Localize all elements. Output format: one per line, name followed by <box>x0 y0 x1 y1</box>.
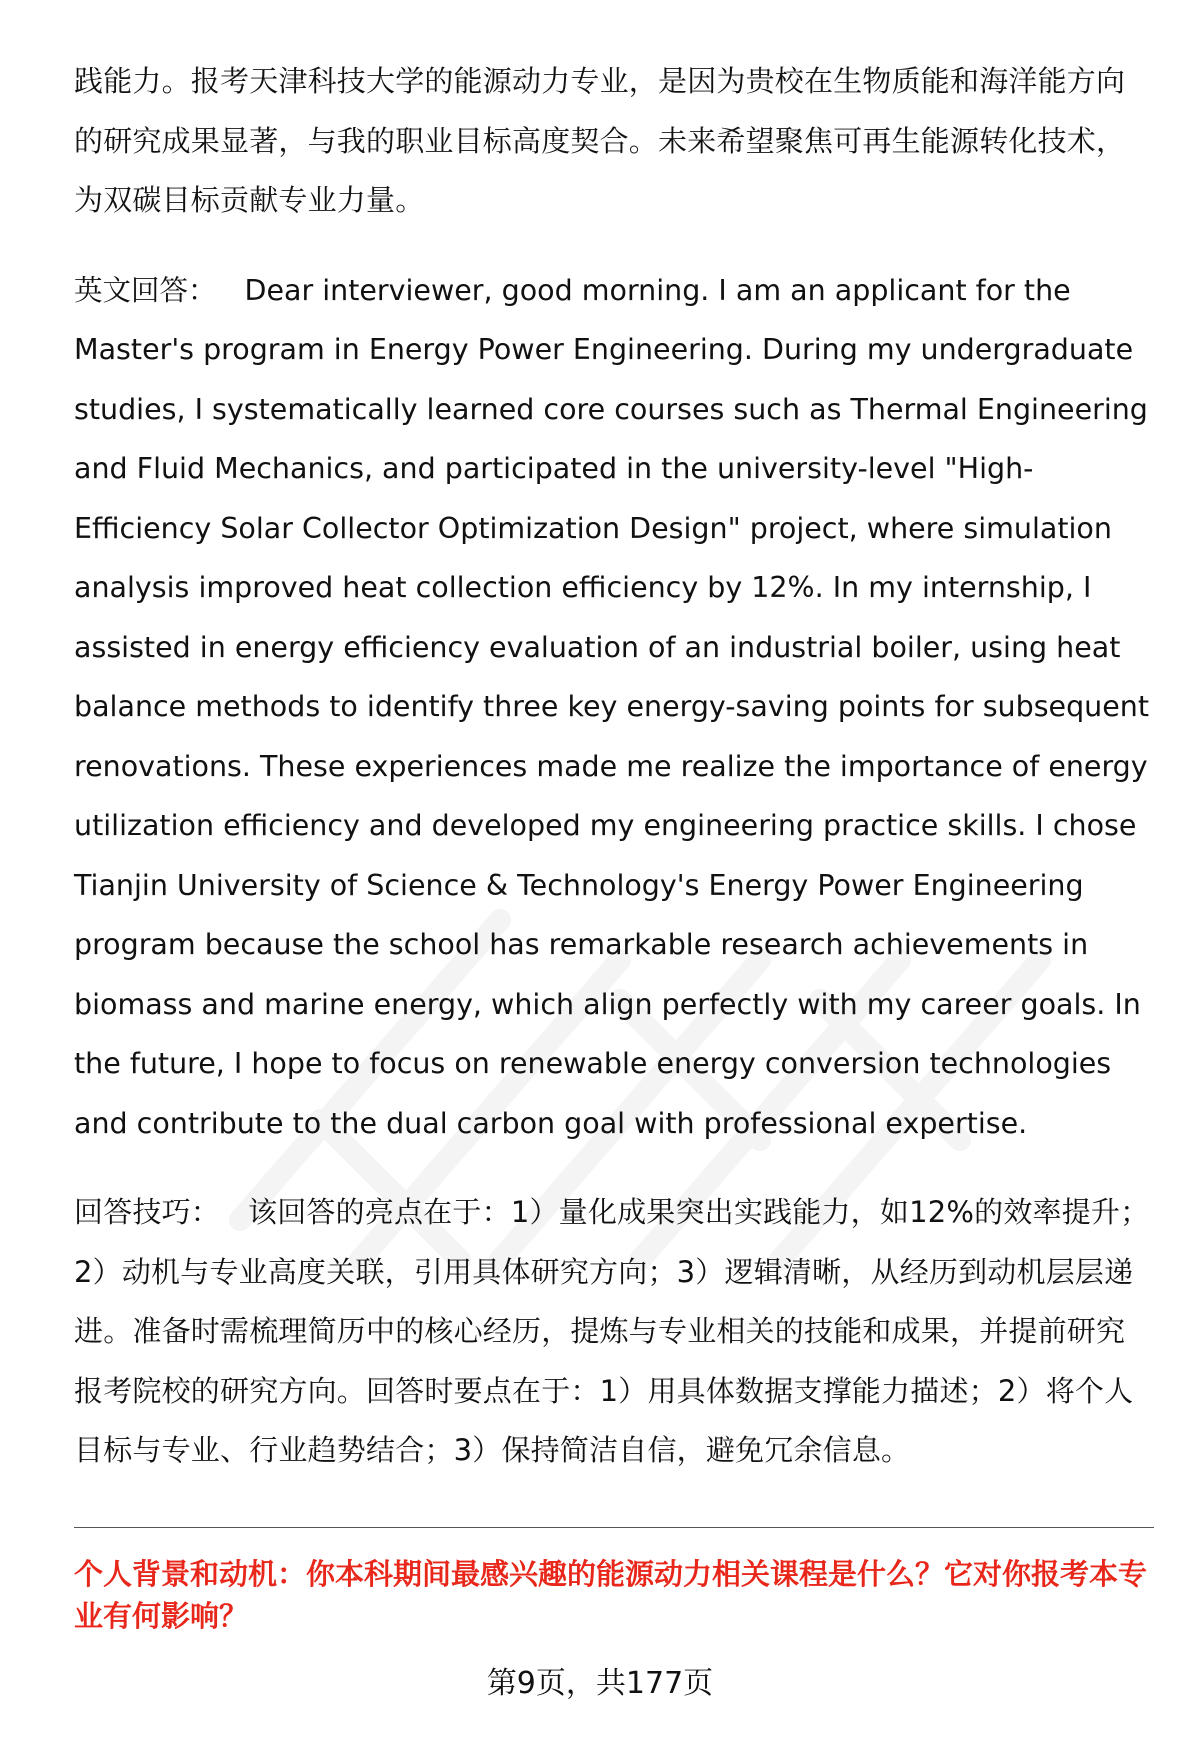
section-divider <box>74 1527 1154 1528</box>
main-content <box>74 52 1154 1511</box>
page-footer: 第9页，共177页 <box>486 1666 714 1701</box>
english-answer-text: Dear interviewer, good morning. I am an applicant for the Master's program in Energy Power Engineering. During my undergraduate studies, I systematically learned core courses such as Thermal Engineering and Fluid Mechanics, and participated in the university-level "High-Efficiency Solar Collector Optimization Design" project, where simulation analysis improved heat collection efficiency by 12%. In my internship, I assisted in energy efficiency evaluation of an industrial boiler, using heat balance methods to identify three key energy-saving points for subsequent renovations. These experiences made me realize the importance of energy utilization efficiency and developed my engineering practice skills. I chose Tianjin University of Science & Technology's Energy Power Engineering program because the school has remarkable research achievements in biomass and marine energy, which align perfectly with my career goals. In the future, I hope to focus on renewable energy conversion technologies and contribute to the dual carbon goal with professional expertise. <box>74 273 1150 1140</box>
next-question-heading: 个人背景和动机：你本科期间最感兴趣的能源动力相关课程是什么？它对你报考本专业有何影响？ <box>74 1557 1148 1633</box>
english-answer-label: 英文回答： <box>74 273 217 307</box>
english-answer-paragraph <box>74 261 1154 1154</box>
answer-tips-label: 回答技巧： <box>74 1195 221 1229</box>
answer-tips-text: 该回答的亮点在于：1）量化成果突出实践能力，如12%的效率提升；2）动机与专业高度关联，引用具体研究方向；3）逻辑清晰，从经历到动机层层递进。准备时需梳理简历中的核心经历，提炼与专业相关的技能和成果，并提前研究报考院校的研究方向。回答时要点在于：1）用具体数据支撑能力描述；2）将个人目标与专业、行业趋势结合；3）保持简洁自信，避免冗余信息。 <box>74 1195 1150 1467</box>
answer-tips-paragraph <box>74 1183 1154 1481</box>
intro-paragraph: 践能力。报考天津科技大学的能源动力专业，是因为贵校在生物质能和海洋能方向的研究成果显著，与我的职业目标高度契合。未来希望聚焦可再生能源转化技术，为双碳目标贡献专业力量。 <box>74 64 1126 217</box>
